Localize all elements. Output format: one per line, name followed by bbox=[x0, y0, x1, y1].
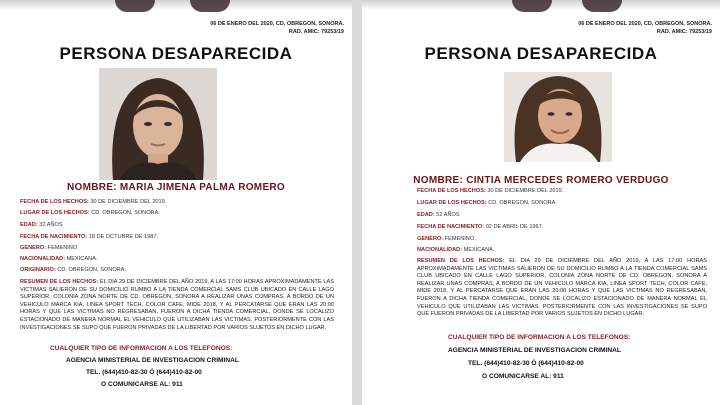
field-label: FECHA DE LOS HECHOS: bbox=[20, 199, 89, 205]
field-value: 32 AÑOS bbox=[39, 222, 63, 228]
crest-logo-right bbox=[190, 0, 230, 12]
contact-heading: CUALQUIER TIPO DE INFORMACION A LOS TELEFONOS: bbox=[50, 345, 233, 352]
field-value: 30 DE DICIEMBRE DEL 2019. bbox=[487, 188, 564, 194]
field-nacionalidad bbox=[417, 247, 494, 253]
field-value: 02 DE ABRIL DE 1967. bbox=[485, 224, 544, 230]
field-label: NACIONALIDAD: bbox=[417, 247, 463, 253]
person-name: NOMBRE: CINTIA MERCEDES ROMERO VERDUGO bbox=[413, 175, 669, 186]
poster-date: 06 DE ENERO DEL 2020, CD. OBREGON, SONORA. bbox=[210, 21, 344, 27]
field-value: CD. OBREGON, SONORA. bbox=[91, 210, 160, 216]
field-value: CD. OBREGON, SONORA. bbox=[57, 267, 126, 273]
person-name: NOMBRE: MARIA JIMENA PALMA ROMERO bbox=[66, 182, 286, 193]
field-label: FECHA DE NACIMIENTO: bbox=[20, 234, 88, 240]
field-originario bbox=[20, 267, 126, 273]
field-label: FECHA DE NACIMIENTO: bbox=[417, 224, 485, 230]
poster-title: PERSONA DESAPARECIDA bbox=[59, 44, 293, 63]
poster-case-number: RAD. AMIC: 79253/19 bbox=[288, 29, 344, 35]
agency-name: AGENCIA MINISTERIAL DE INVESTIGACION CRIMINAL bbox=[66, 357, 239, 364]
emergency-number: O COMUNICARSE AL: 911 bbox=[482, 373, 564, 380]
resumen-de-los-hechos bbox=[20, 279, 334, 332]
field-label: EDAD: bbox=[417, 212, 435, 218]
field-label: LUGAR DE LOS HECHOS: bbox=[417, 200, 487, 206]
resumen-label: RESUMEN DE LOS HECHOS: bbox=[417, 258, 505, 264]
missing-person-poster-2 bbox=[362, 0, 720, 405]
field-label: ORIGINARIO: bbox=[20, 267, 56, 273]
field-value: 52 AÑOS bbox=[436, 212, 460, 218]
field-lugar-hechos bbox=[417, 200, 557, 206]
field-genero bbox=[20, 245, 77, 251]
field-edad bbox=[417, 212, 460, 218]
field-value: FEMENINO. bbox=[444, 236, 476, 242]
field-fecha-nacimiento bbox=[417, 224, 543, 230]
field-value: MEXICANA. bbox=[463, 247, 495, 253]
resumen-text: EL DIA 29 DE DICIEMBRE DEL AÑO 2019, A LAS 17:00 HORAS APROXIMADAMENTE LAS VICTIMAS SALIERON DE SU DOMICILIO RUMBO A LA TIENDA COMERCIAL SAMS CLUB UBICADO EN CALLE LAGO SUPERIOR, COLONIA ZONA NORTE DE CD. OBREGON, SONORA A REALIZAR UNAS COMPRAS, A BORDO DE UN VEHICULO MARCA KIA, LINEA SPORT TECH, COLOR CAFE, MIDE 2018, Y AL PERCATARSE QUE ERAN LAS 20:00 HORAS Y QUE LAS VICTIMAS NO REGRESABAN, FUERON A DICHA TIENDA COMERCIAL, DONDE SE LOCALIZO ESTACIONADO DE MANERA NORMAL EL VEHICULO QUE UTILIZABAN LAS VICTIMAS. POSTERIORMENTE CON LAS INVESTIGACIONES SE SUPO QUE FUERON PRIVADAS DE LA LIBERTAD POR VARIOS SUJETOS EN DICHO LUGAR. bbox=[20, 279, 334, 331]
crest-logo-right bbox=[582, 0, 622, 12]
field-fecha-nacimiento bbox=[20, 234, 158, 240]
field-fecha-hechos bbox=[417, 188, 563, 194]
crest-logo-left bbox=[512, 0, 552, 12]
field-label: EDAD: bbox=[20, 222, 38, 228]
field-fecha-hechos bbox=[20, 199, 166, 205]
poster-divider bbox=[352, 0, 362, 405]
field-lugar-hechos bbox=[20, 210, 160, 216]
resumen-label: RESUMEN DE LOS HECHOS: bbox=[20, 279, 99, 285]
phone-numbers: TEL. (644)410-82-30 Ó (644)410-82-00 bbox=[86, 369, 202, 376]
phone-numbers: TEL. (644)410-82-30 Ó (644)410-82-00 bbox=[468, 360, 584, 367]
crest-logo-left bbox=[115, 0, 155, 12]
field-value: MEXICANA. bbox=[66, 256, 98, 262]
field-label: GENERO: bbox=[417, 236, 444, 242]
field-value: CD. OBREGON, SONORA. bbox=[488, 200, 557, 206]
field-value: 18 DE OCTUBRE DE 1987. bbox=[88, 234, 159, 240]
field-value: FEMENINO bbox=[47, 245, 78, 251]
field-genero bbox=[417, 236, 476, 242]
poster-title: PERSONA DESAPARECIDA bbox=[424, 44, 658, 63]
missing-person-poster-1 bbox=[0, 0, 352, 405]
contact-heading: CUALQUIER TIPO DE INFORMACION A LOS TELEFONOS: bbox=[448, 334, 631, 341]
poster-meta bbox=[210, 20, 344, 36]
field-edad bbox=[20, 222, 63, 228]
field-label: GENERO: bbox=[20, 245, 47, 251]
person-photo bbox=[504, 72, 612, 162]
resumen-text: EL DIA 29 DE DICIEMBRE DEL AÑO 2019, A LAS 17:00 HORAS APROXIMADAMENTE LAS VICTIMAS SALIERON DE SU DOMICILIO RUMBO A LA TIENDA COMERCIAL SAMS CLUB UBICADO EN CALLE LAGO SUPERIOR, COLONIA ZONA NORTE DE CD. OBREGON, SONORA A REALIZAR UNAS COMPRAS, A BORDO DE UN VEHICULO MARCA KIA, LINEA SPORT TECH, COLOR CAFE, MIDE 2018, Y AL PERCATARSE QUE ERAN LAS 20:00 HORAS Y QUE LAS VICTIMAS NO REGRESABAN, FUERON A DICHA TIENDA COMERCIAL, DONDE SE LOCALIZO ESTACIONADO DE MANERA NORMAL EL VEHICULO QUE UTILIZABAN LAS VICTIMAS. POSTERIORMENTE CON LAS INVESTIGACIONES SE SUPO QUE FUERON PRIVADAS DE LA LIBERTAD POR VARIOS SUJETOS EN DICHO LUGAR. bbox=[417, 258, 707, 318]
field-value: 30 DE DICIEMBRE DEL 2019. bbox=[90, 199, 167, 205]
poster-date: 06 DE ENERO DEL 2020, CD. OBREGON, SONORA. bbox=[578, 21, 712, 27]
field-label: NACIONALIDAD: bbox=[20, 256, 66, 262]
emergency-number: O COMUNICARSE AL: 911 bbox=[101, 381, 183, 388]
field-label: LUGAR DE LOS HECHOS: bbox=[20, 210, 90, 216]
field-label: FECHA DE LOS HECHOS: bbox=[417, 188, 486, 194]
poster-meta bbox=[578, 20, 712, 36]
poster-case-number: RAD. AMIC: 79253/19 bbox=[656, 29, 712, 35]
person-photo bbox=[99, 68, 217, 180]
resumen-de-los-hechos bbox=[417, 258, 707, 319]
agency-name: AGENCIA MINISTERIAL DE INVESTIGACION CRIMINAL bbox=[448, 347, 621, 354]
field-nacionalidad bbox=[20, 256, 97, 262]
top-shadow bbox=[0, 0, 352, 10]
